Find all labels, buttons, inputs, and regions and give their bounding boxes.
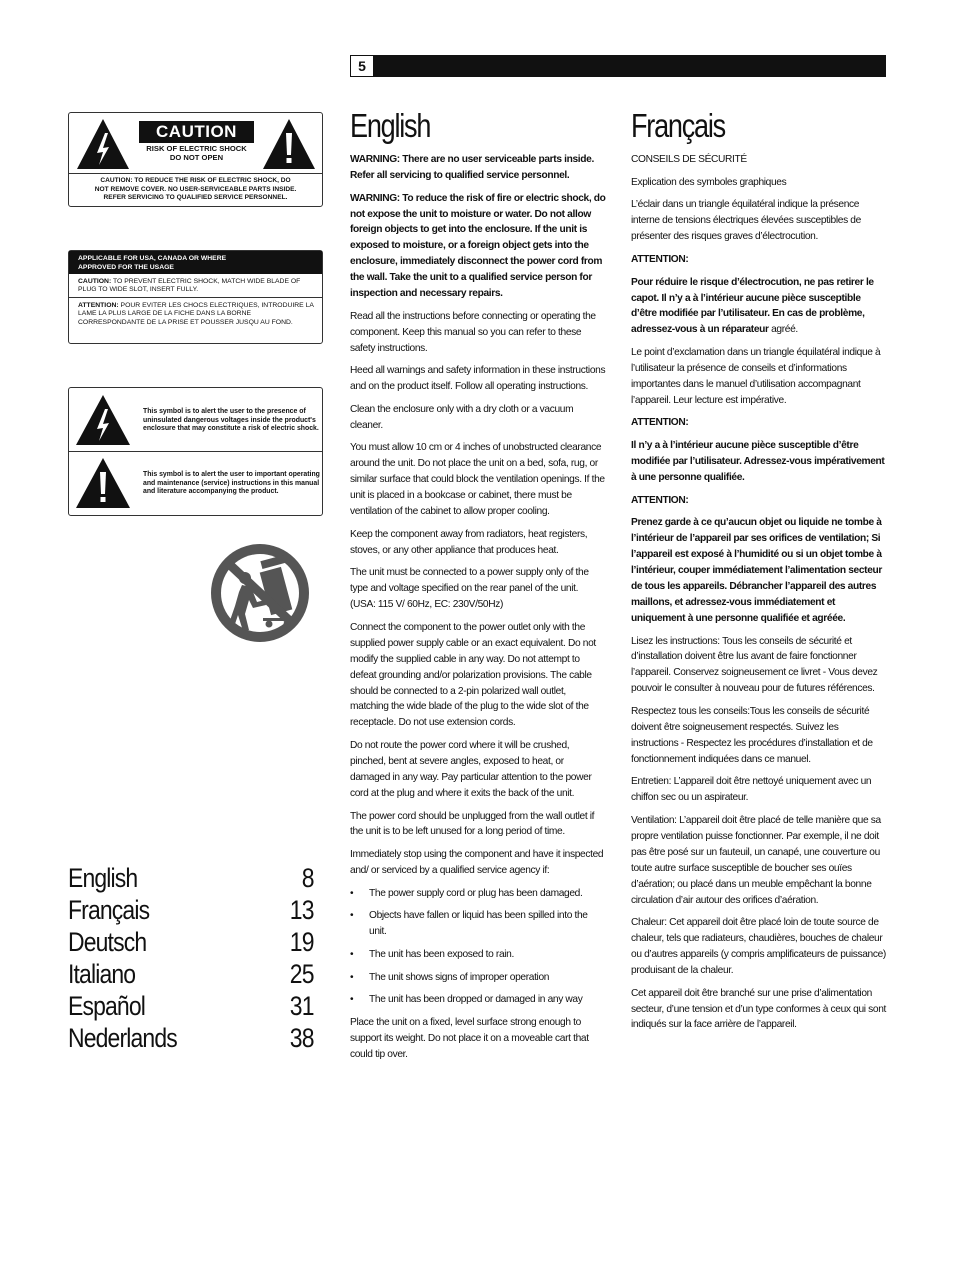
divider — [69, 173, 322, 174]
paragraph: Cet appareil doit être branché sur une prise d’alimentation secteur, d’une tension et d’un type conformes à ceux qui sont indiqués sur la face arrière de l’appareil. — [631, 987, 887, 1031]
page-number: 5 — [350, 55, 374, 77]
paragraph: Immediately stop using the component and have it inspected and/ or serviced by a qualified service agency if: — [350, 849, 604, 877]
english-column — [350, 108, 606, 1070]
exclamation-symbol-text: This symbol is to alert the user to important operating and maintenance (service) instructions in this manual and literature accompanying the product. — [143, 471, 320, 496]
cart-tip-over-warning-icon — [209, 542, 311, 644]
usa-plug-label — [68, 250, 323, 344]
list-item: • The unit has been exposed to rain. — [350, 949, 514, 961]
english-heading: English — [350, 107, 431, 144]
exclamation-warning-icon — [74, 456, 132, 510]
paragraph: Place the unit on a fixed, level surface strong enough to support its weight. Do not place it on a moveable cart that could tip over. — [350, 1017, 589, 1060]
paragraph: Clean the enclosure only with a dry cloth or a vacuum cleaner. — [350, 403, 574, 431]
header-bar — [350, 55, 886, 77]
french-heading: Français — [631, 107, 725, 144]
paragraph: ATTENTION: — [631, 417, 689, 429]
list-item: • The power supply cord or plug has been damaged. — [350, 887, 583, 899]
paragraph: L’éclair dans un triangle équilatéral indique la présence interne de tensions électriques élevées susceptibles de présenter des risques graves d’électrocution. — [631, 199, 861, 243]
paragraph: Explication des symboles graphiques — [631, 176, 787, 188]
french-column — [631, 108, 887, 1040]
paragraph: WARNING: To reduce the risk of fire or electric shock, do not expose the unit to moisture or water. Do not allow foreign objects to get into the enclosure. If the unit is exposed to moisture, or a foreign object gets into the enclosure, immediately disconnect the power cord from the wall. Take the unit to a qualified service person for inspection and necessary repairs. — [350, 192, 606, 300]
table-of-contents — [68, 862, 314, 1054]
paragraph: ATTENTION: — [631, 494, 689, 506]
toc-row[interactable]: Nederlands 38 — [68, 1023, 314, 1053]
list-item: • The unit has been dropped or damaged in any way — [350, 994, 583, 1006]
paragraph: Prenez garde à ce qu’aucun objet ou liquide ne tombe à l’intérieur de l’appareil par ses orifices de ventilation; Si l’appareil est exposé à l’humidité ou si un objet tombe à l’intérieur, couper immédiatement l’alimentation secteur de tous les appareils. Débrancher l’appareil des autres maillons, et adressez-vous immédiatement et uniquement à une personne qualifiée et agréée. — [631, 517, 883, 624]
paragraph: Do not route the power cord where it will be crushed, pinched, bent at severe angles, exposed to heat, or damaged in any way. Pay particular attention to the power cord at the plug and where it exits the back of the unit. — [350, 740, 592, 799]
paragraph: Respectez tous les conseils:Tous les conseils de sécurité doivent être soigneusement respectés. Suivez les instructions - Respectez les procédures d’installation et de fonctionnement indiquées dans ce manuel. — [631, 705, 873, 765]
paragraph: WARNING: There are no user serviceable parts inside. Refer all servicing to qualified service personnel. — [350, 154, 594, 181]
paragraph: Il n’y a à l’intérieur aucune pièce susceptible d’être modifiée par l’utilisateur. Adressez-vous impérativement à une personne qualifiée. — [631, 440, 885, 483]
paragraph: The unit must be connected to a power supply only of the type and voltage specified on the rear panel of the unit. (USA: 115 V/ 60Hz, EC: 230V/50Hz) — [350, 567, 589, 611]
paragraph: You must allow 10 cm or 4 inches of unobstructed clearance around the unit. Do not place the unit on a bed, sofa, rug, or similar surface that could block the ventilation openings. If the unit is placed in a bookcase or cabinet, there must be ventilation of the cabinet to allow proper cooling. — [350, 442, 605, 518]
list-item: • The unit shows signs of improper operation — [350, 971, 550, 983]
symbol-explanation-box — [68, 387, 323, 516]
exclamation-warning-icon — [261, 117, 317, 171]
caution-banner: CAUTION — [139, 121, 254, 143]
paragraph: Entretien: L’appareil doit être nettoyé uniquement avec un chiffon sec ou un aspirateur. — [631, 776, 872, 804]
divider — [69, 451, 322, 452]
paragraph: Lisez les instructions: Tous les conseils de sécurité et d’installation doivent être lus avant de faire fonctionner l’appareil. Conservez soigneusement ce livret - Vous devez pouvoir le consulter à nouveau pour de futures références. — [631, 635, 878, 695]
caution-subtitle: RISK OF ELECTRIC SHOCK DO NOT OPEN — [146, 144, 247, 162]
paragraph: Read all the instructions before connecting or operating the component. Keep this manual so you can refer to these safety instructions. — [350, 310, 596, 354]
paragraph: Connect the component to the power outlet only with the supplied power supply cable or an exact equivalent. Do not modify the supplied cable in any way. Do not attempt to defeat grounding and/or polarization provisions. The cable should be connected to a 2-pin polarized wall outlet, matching the wide blade of the plug to the wide slot of the receptacle. Do not use extension cords. — [350, 621, 596, 729]
paragraph: The power cord should be unplugged from the wall outlet if the unit is to be left unused for a long period of time. — [350, 810, 595, 838]
paragraph: Heed all warnings and safety information in these instructions and on the product itself. Follow all operating instructions. — [350, 365, 606, 393]
toc-row[interactable]: Français 13 — [68, 895, 314, 925]
toc-row[interactable]: Italiano 25 — [68, 959, 314, 989]
caution-footer: CAUTION: TO REDUCE THE RISK OF ELECTRIC SHOCK, DO NOT REMOVE COVER. NO USER-SERVICEABLE PARTS INSIDE. REFER SERVICING TO QUALIFIED SERVICE PERSONNEL. — [94, 177, 297, 202]
toc-row[interactable]: Español 31 — [68, 991, 314, 1021]
lightning-symbol-text: This symbol is to alert the user to the presence of uninsulated dangerous voltages inside the product's enclosure that may constitute a risk of electric shock. — [143, 408, 319, 433]
paragraph: CONSEILS DE SÉCURITÉ — [631, 154, 747, 165]
paragraph: Le point d’exclamation dans un triangle équilatéral indique à l’utilisateur la présence de conseils et d’informations importantes dans le manuel d’utilisation accompagnant l’appareil. Leur lecture est impérative. — [631, 347, 881, 406]
paragraph: Chaleur: Cet appareil doit être placé loin de toute source de chaleur, tels que radiateurs, chaudières, bouches de chaleur ou d’autres appareils (y compris amplificateurs de puissance) produisant de la chaleur. — [631, 917, 886, 976]
caution-label — [68, 112, 323, 207]
usa-caution-text: CAUTION: TO PREVENT ELECTRIC SHOCK, MATCH WIDE BLADE OF PLUG TO WIDE SLOT, INSERT FULLY. — [78, 278, 301, 294]
toc-row[interactable]: English 8 — [68, 863, 314, 893]
usa-label-heading: APPLICABLE FOR USA, CANADA OR WHERE APPROVED FOR THE USAGE — [69, 251, 322, 274]
divider — [69, 297, 322, 298]
paragraph: Ventilation: L’appareil doit être placé de telle manière que sa propre ventilation puisse fonctionner. Par exemple, il ne doit pas être posé sur un fauteuil, un canapé, une couverture ou toute autre surface susceptible de boucher ses ouïes d’aération; ou placé dans un meuble empêchant la bonne circulation d’air autour des orifices d’aération. — [631, 814, 881, 906]
paragraph: Keep the component away from radiators, heat registers, stoves, or any other appliance that produces heat. — [350, 528, 588, 556]
lightning-warning-icon — [74, 393, 132, 447]
paragraph: Pour réduire le risque d’électrocution, ne pas retirer le capot. Il n’y a à l’intérieur aucune pièce susceptible d’être modifiée par l’utilisateur. En cas de problème, adressez-vous à un réparateur agréé. — [631, 276, 874, 336]
usa-attention-text: ATTENTION: POUR EVITER LES CHOCS ELECTRIQUES, INTRODUIRE LA LAME LA PLUS LARGE DE LA FICHE DANS LA BORNE CORRESPONDANTE DE LA PRISE ET POUSSER JUSQU AU FOND. — [78, 302, 314, 326]
lightning-warning-icon — [75, 117, 131, 171]
list-item: • Objects have fallen or liquid has been spilled into the unit. — [350, 910, 588, 938]
paragraph: ATTENTION: — [631, 253, 689, 265]
toc-row[interactable]: Deutsch 19 — [68, 927, 314, 957]
